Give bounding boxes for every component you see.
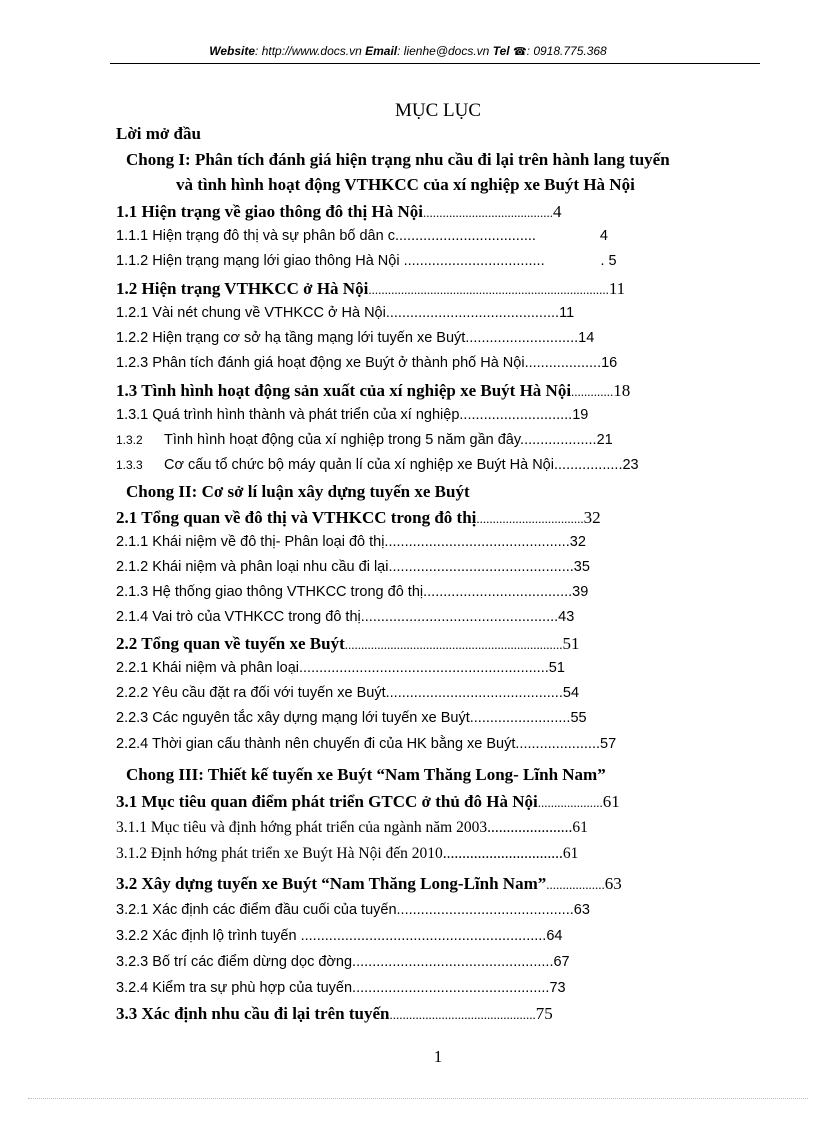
toc-entry: 1.3 Tình hình hoạt động sản xuất của xí nghiệp xe Buýt Hà Nội.............18: [116, 381, 631, 400]
bottom-rule: [28, 1098, 808, 1099]
phone-icon: ☎: [512, 46, 527, 58]
toc-entry: 1.2.1 Vài nét chung về VTHKCC ở Hà Nội...........................................11: [116, 305, 575, 321]
toc-entry: 3.2.4 Kiểm tra sự phù hợp của tuyến.................................................73: [116, 980, 566, 996]
toc-entry: 2.2.3 Các nguyên tắc xây dựng mạng lới tuyến xe Buýt.........................55: [116, 710, 587, 726]
toc-entry: 2.2 Tổng quan về tuyến xe Buýt...................................................................51: [116, 634, 580, 653]
toc-entry: 3.1.2 Định hớng phát triển xe Buýt Hà Nội đến 2010...............................61: [116, 845, 579, 862]
toc-entry: 1.3.2 Tình hình hoạt động của xí nghiệp trong 5 năm gần đây...................21: [116, 432, 613, 448]
toc-entry: 1.2 Hiện trạng VTHKCC ở Hà Nội..........................................................................11: [116, 279, 626, 298]
toc-entry: 2.1.1 Khái niệm về đô thị- Phân loại đô thị..............................................32: [116, 534, 586, 550]
toc-entry: 1.1 Hiện trạng về giao thông đô thị Hà Nội........................................4: [116, 202, 562, 221]
toc-entry: 1.2.2 Hiện trạng cơ sở hạ tầng mạng lới tuyến xe Buýt............................14: [116, 330, 595, 346]
website-label: Website: [209, 44, 256, 58]
toc-entry: 1.1.1 Hiện trạng đô thị và sự phân bố dân c................................... 4: [116, 228, 608, 244]
toc-entry: 1.2.3 Phân tích đánh giá hoạt động xe Buýt ở thành phố Hà Nội...................16: [116, 355, 618, 371]
page-header: [0, 44, 816, 58]
toc-entry: 2.1.3 Hệ thống giao thông VTHKCC trong đô thị.....................................39: [116, 584, 589, 600]
chapter-1-line-1: Chong I: Phân tích đánh giá hiện trạng nhu cầu đi lại trên hành lang tuyến: [126, 150, 670, 169]
toc-entry: 3.2.2 Xác định lộ trình tuyến .............................................................64: [116, 928, 563, 944]
website-value: : http://www.docs.vn: [255, 44, 362, 58]
toc-entry: 3.2.3 Bố trí các điểm dừng dọc đờng..................................................67: [116, 954, 570, 970]
toc-entry: 3.1 Mục tiêu quan điểm phát triển GTCC ở thủ đô Hà Nội....................61: [116, 792, 620, 811]
toc-entry: 2.1.4 Vai trò của VTHKCC trong đô thị.................................................43: [116, 609, 575, 625]
toc-entry: 1.1.2 Hiện trạng mạng lới giao thông Hà Nội ................................... . 5: [116, 253, 617, 269]
toc-entry: 3.2 Xây dựng tuyến xe Buýt “Nam Thăng Long-Lĩnh Nam”..................63: [116, 874, 622, 893]
chapter-1-line-2: và tình hình hoạt động VTHKCC của xí nghiệp xe Buýt Hà Nội: [176, 175, 635, 194]
email-label: Email: [365, 44, 398, 58]
toc-entry: 3.3 Xác định nhu cầu đi lại trên tuyến.............................................75: [116, 1004, 553, 1023]
toc-entry: 3.1.1 Mục tiêu và định hớng phát triển của ngành năm 2003......................61: [116, 819, 588, 836]
header-rule: [110, 63, 760, 64]
toc-entry: 2.2.1 Khái niệm và phân loại..............................................................51: [116, 660, 565, 676]
toc-entry: 1.3.3 Cơ cấu tổ chức bộ máy quản lí của xí nghiệp xe Buýt Hà Nội.................23: [116, 457, 639, 473]
tel-value: : 0918.775.368: [526, 44, 607, 58]
chapter-2-heading: Chong II: Cơ sở lí luận xây dựng tuyến xe Buýt: [126, 482, 470, 501]
toc-entry: 2.2.4 Thời gian cấu thành nên chuyến đi của HK bằng xe Buýt.....................57: [116, 736, 617, 752]
toc-entry: 1.3.1 Quá trình hình thành và phát triển của xí nghiệp............................19: [116, 407, 589, 423]
chapter-3-heading: Chong III: Thiết kế tuyến xe Buýt “Nam Thăng Long- Lĩnh Nam”: [126, 765, 606, 784]
toc-entry: 2.1 Tổng quan về đô thị và VTHKCC trong đô thị.................................32: [116, 508, 601, 527]
page-number: 1: [433, 1047, 443, 1066]
toc-entry: 2.2.2 Yêu cầu đặt ra đối với tuyến xe Buýt............................................54: [116, 685, 580, 701]
toc-entry: 2.1.2 Khái niệm và phân loại nhu cầu đi lại..............................................35: [116, 559, 590, 575]
email-value: : lienhe@docs.vn: [397, 44, 490, 58]
tel-label: Tel: [492, 44, 510, 58]
toc-entry: 3.2.1 Xác định các điểm đầu cuối của tuyến............................................63: [116, 902, 590, 918]
intro-heading: Lời mở đầu: [116, 124, 201, 143]
page-title: MỤC LỤC: [394, 100, 482, 121]
